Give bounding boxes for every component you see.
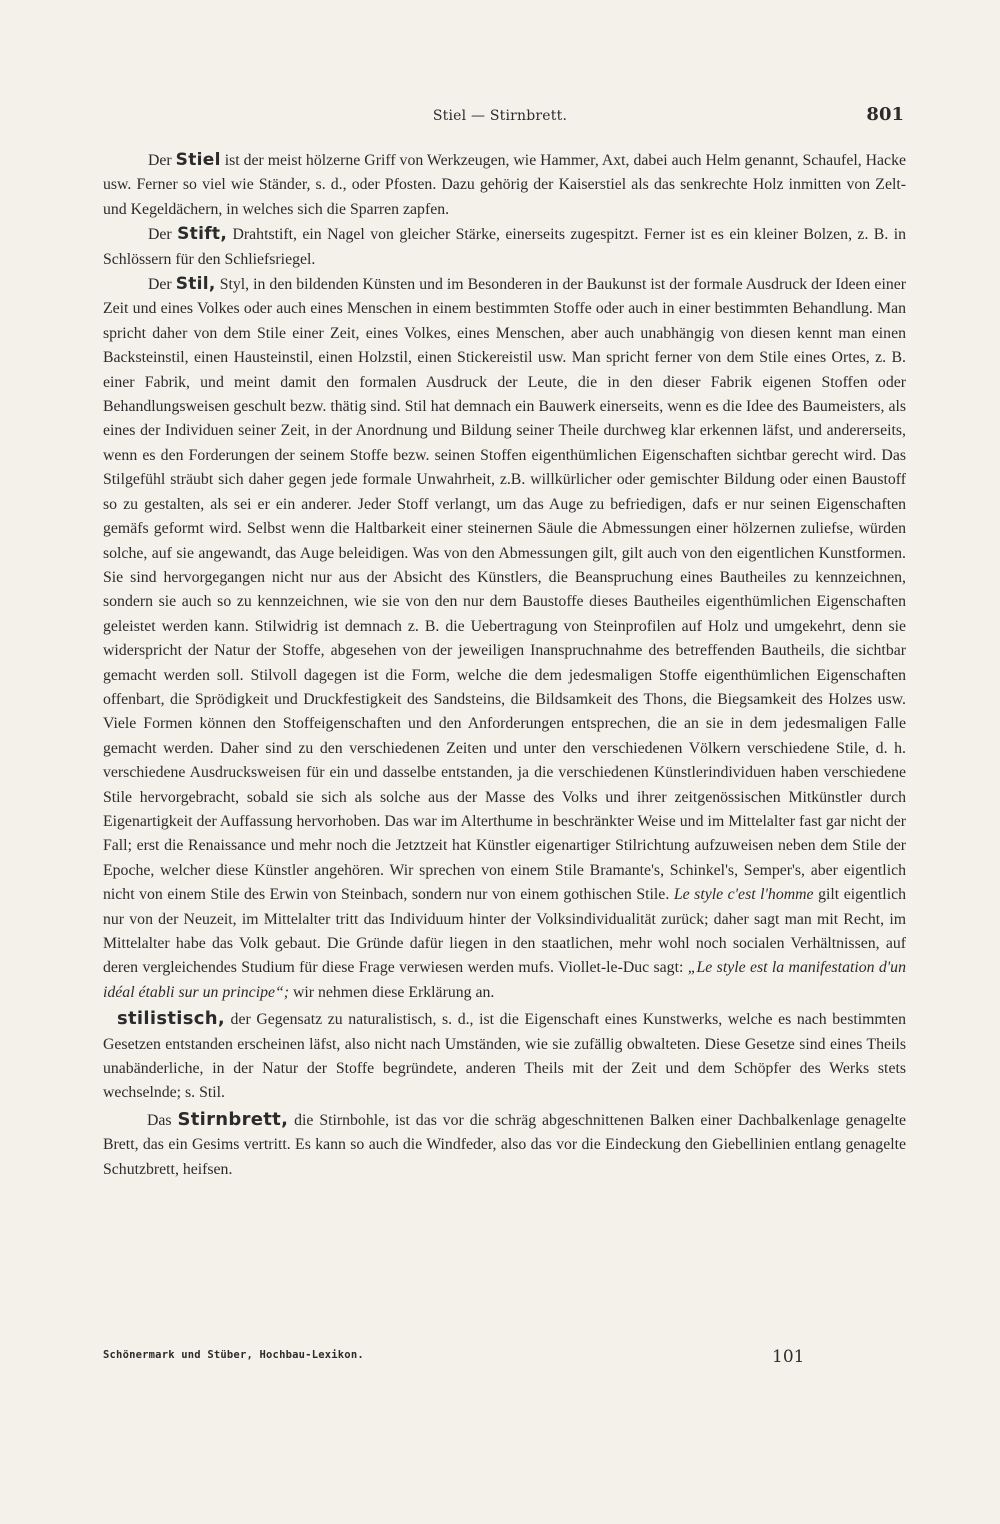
quote-viollet-le-duc: „Le style est la manifestation d'un idéal établi sur un principe“; — [103, 959, 906, 1001]
headword-stift: Stift, — [177, 224, 228, 245]
entry-lead: Der — [148, 226, 178, 244]
headword-stiel: Stiel — [175, 150, 221, 170]
quote-le-style-cest-lhomme: Le style c'est l'homme — [673, 886, 814, 904]
entry-stiel — [103, 148, 906, 222]
entry-text-part-3: wir nehmen diese Erklärung an. — [289, 983, 495, 1001]
entry-lead: Der — [148, 276, 176, 294]
entry-lead: Der — [148, 152, 176, 169]
entry-stil — [103, 272, 906, 1005]
entry-stilistisch — [103, 1007, 906, 1106]
headword-stilistisch: stilistisch, — [117, 1008, 225, 1030]
headword-stil: Stil, — [175, 274, 216, 295]
page-number: 801 — [866, 104, 904, 125]
entry-stift — [103, 222, 906, 272]
entry-text-part-1: Styl, in den bildenden Künsten und im Besonderen in der Baukunst ist der formale Ausdruck der Ideen einer Zeit und eines Volkes oder auch eines Menschen in einem bestimmten Stoffe oder auch in einer bestimmten Behandlung. Man spricht daher von dem Stile einer Zeit, eines Volkes, eines Menschen, aber auch unabhängig von diesen kennt man einen Backsteinstil, einen Hausteinstil, einen Holzstil, einen Stickereistil usw. Man spricht ferner von dem Stile eines Ortes, z. B. einer Fabrik, und meint damit den formalen Ausdruck der Leute, die in den dieser Fabrik eigenen Stoffen oder Behandlungsweisen geschult bezw. thätig sind. Stil hat demnach ein Bauwerk einerseits, wenn es die Idee des Baumeisters, als eines der Individuen seiner Zeit, in der Anordnung und Bildung seiner Theile durchweg klar erkennen läfst, und andererseits, wenn es den Forderungen der seinem Stoffe bezw. seinen Stoffen eigenthümlichen Eigenschaften sichtbar gerecht wird. Das Stilgefühl sträubt sich daher gegen jede formale Unwahrheit, z.B. willkürlicher oder gemischter Bildung oder einen Baustoff so zu gestalten, als sei er ein anderer. Jeder Stoff verlangt, um das Auge zu befriedigen, dafs er nur seinen Eigenschaften gemäfs geformt wird. Selbst wenn die Haltbarkeit einer steinernen Säule die Abmessungen einer hölzernen zuliefse, würden solche, auf sie angewandt, das Auge beleidigen. Was von den Abmessungen gilt, gilt auch von den eigentlichen Kunstformen. Sie sind hervorgegangen nicht nur aus der Absicht des Künstlers, die Beanspruchung eines Bautheiles zu kennzeichnen, sondern sie auch so zu kennzeichnen, wie sie von den nur dem Baustoffe dieses Bautheiles eigenthümlichen Eigenschaften geleistet werden kann. Stilwidrig ist demnach z. B. die Uebertragung von Steinprofilen auf Holz und umgekehrt, denn sie widerspricht der Natur der Stoffe, abgesehen von der jeweiligen Inanspruchnahme des betreffenden Bautheils, die sichtbar gemacht werden soll. Stilvoll dagegen ist die Form, welche die dem jedesmaligen Stoffe eigenthümlichen Eigenschaften offenbart, die Sprödigkeit und Druckfestigkeit des Sandsteins, die Bildsamkeit des Thons, die Biegsamkeit des Holzes usw. Viele Formen können den Stoffeigenschaften und den Anforderungen entsprechen, die an sie in dem jedesmaligen Falle gemacht werden. Daher sind zu den verschiedenen Zeiten und unter den verschiedenen Völkern verschiedene Stile, d. h. verschiedene Ausdrucksweisen für ein und dasselbe entstanden, ja die verschiedenen Künstlerindividuen haben verschiedene Stile hervorgebracht, sobald sie sich als solche aus der Masse des Volks und ihrer zeitgenössischen Mitkünstler durch Eigenartigkeit der Auffassung hervorhoben. Das war im Alterthume in beschränkter Weise und im Mittelalter fast gar nicht der Fall; erst die Renaissance und mehr noch die Jetztzeit hat Künstler eigenartiger Stilrichtung aufzuweisen neben dem Stile der Epoche, welcher diese Künstler angehören. Wir sprechen von einem Stile Bramante's, Schinkel's, Semper's, aber eigentlich nicht von einem Stile des Erwin von Steinbach, sondern nur von einem gothischen Stile. — [103, 276, 906, 904]
source-footer: Schönermark und Stüber, Hochbau-Lexikon. — [103, 1349, 364, 1361]
entry-stirnbrett — [103, 1108, 906, 1182]
entry-text-part-2: gilt eigentlich nur von der Neuzeit, im Mittelalter tritt das Individuum hinter der Volksindividualität zurück; daher sagt man mit Recht, im Mittelalter habe das Volk gebaut. Die Gründe dafür liegen in den staatlichen, mehr wohl noch socialen Verhältnissen, auf deren vergleichendes Studium für diese Frage verwiesen werden mufs. Viollet-le-Duc sagt: — [103, 886, 906, 977]
entry-text: die Stirnbohle, ist das vor die schräg abgeschnittenen Balken einer Dachbalkenlage genagelte Brett, das ein Gesims vertritt. Es kann so auch die Windfeder, also das vor die Eindeckung den Giebellinien entlang genagelte Schutzbrett, heifsen. — [103, 1111, 906, 1178]
running-head: Stiel — Stirnbrett. — [432, 108, 568, 124]
entry-text: ist der meist hölzerne Griff von Werkzeugen, wie Hammer, Axt, dabei auch Helm genannt, Schaufel, Hacke usw. Ferner so viel wie Ständer, s. d., oder Pfosten. Dazu gehörig der Kaiserstiel als das senkrechte Holz inmitten von Zelt- und Kegeldächern, in welches sich die Sparren zapfen. — [103, 152, 906, 218]
headword-stirnbrett: Stirnbrett, — [177, 1108, 289, 1130]
signature-mark: 101 — [772, 1347, 805, 1367]
entry-text: der Gegensatz zu naturalistisch, s. d., ist die Eigenschaft eines Kunstwerks, welche es nach bestimmten Gesetzen entstanden erscheinen läfst, also nicht nach Umständen, wie sie zufällig obwalteten. Diese Gesetze sind eines Theils unabänderliche, in der Natur der Stoffe begründete, anderen Theils mit der Zeit und dem Schöpfer des Werks stets wechselnde; s. Stil. — [103, 1011, 906, 1102]
entry-text: Drahtstift, ein Nagel von gleicher Stärke, einerseits zugespitzt. Ferner ist es ein kleiner Bolzen, z. B. in Schlössern für den Schliefsriegel. — [103, 226, 906, 268]
entry-lead: Das — [147, 1111, 178, 1129]
lexicon-body — [103, 148, 906, 1182]
